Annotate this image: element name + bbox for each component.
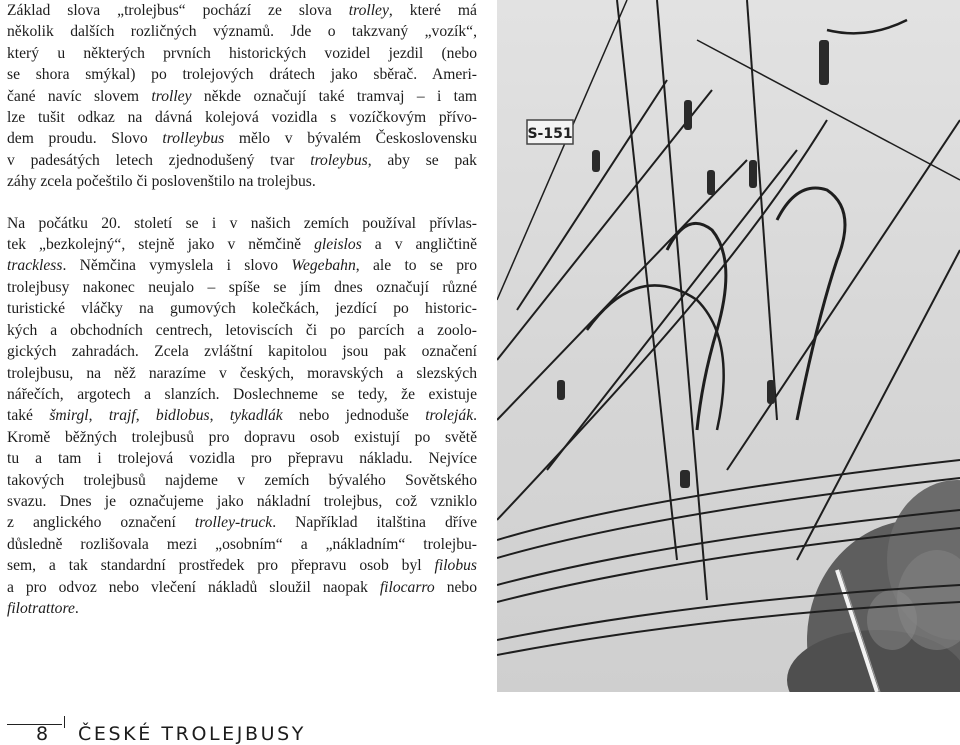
footer-divider (64, 716, 65, 728)
article-text (7, 0, 477, 619)
running-title: ČESKÉ TROLEJBUSY (78, 723, 307, 745)
route-sign (527, 120, 573, 144)
paragraph-intro: Základ slova „trolejbus“ pochází ze slova trolley, které má několik dalších rozličných významů. Jde o takzvaný „vozík“, který u některých prvních historických vozidel jezdil (nebo se shora smýkal) po trolejových drátech jako sběrač. Ameri- čané navíc slovem trolley někde označují také tramvaj – i tam lze tušit odkaz na dávná kolejová vozidla s vozíčkovým přívo- dem proudu. Slovo trolleybus mělo v bývalém Československu v padesátých letech zjednodušený tvar troleybus, aby se pak záhy zcela počeštilo či poslovenštilo na trolejbus. (7, 2, 478, 191)
overhead-wires-photo (497, 0, 960, 692)
route-sign-label: S-151 (527, 126, 573, 142)
paragraph-naming: Na počátku 20. století se i v našich zemích používal přívlas- tek „bezkolejný“, stejně jako v němčině gleislos a v angličtině trackless. Němčina vymyslela i slovo Wegebahn, ale to se pro trolejbusy nakonec neujalo – spíše se jím dnes označují různé turistické vláčky na gumových kolečkách, jezdící po historic- kých a obchodních centrech, letoviscích či po parcích a zoolo- gických zahradách. Zcela zvláštní kapitolou jsou pak označení trolejbusu, na něž narazíme v českých, moravských a slezských nářečích, argotech a slanzích. Doslechneme se tedy, že existuje také šmirgl, trajf, bidlobus, tykadlák nebo jednoduše troleják. Kromě běžných trolejbusů pro dopravu osob existují po světě tu a tam i trolejová vozidla pro přepravu nákladu. Nejvíce takových trolejbusů najdeme v zemích bývalého Sovětského svazu. Dnes je označujeme jako nákladní trolejbus, což vzniklo z anglického označení trolley-truck. Například italština dříve důsledně rozlišovala mezi „osobním“ a „nákladním“ trolejbu- sem, a tak standardní prostředek pro přepravu osob byl filobus a pro odvoz nebo vlečení nákladů sloužil naopak filocarro nebo filotrattore. (7, 214, 478, 617)
page-number: 8 (36, 723, 49, 745)
overhead-wires-illustration (497, 0, 960, 692)
footer-rule (7, 724, 62, 725)
